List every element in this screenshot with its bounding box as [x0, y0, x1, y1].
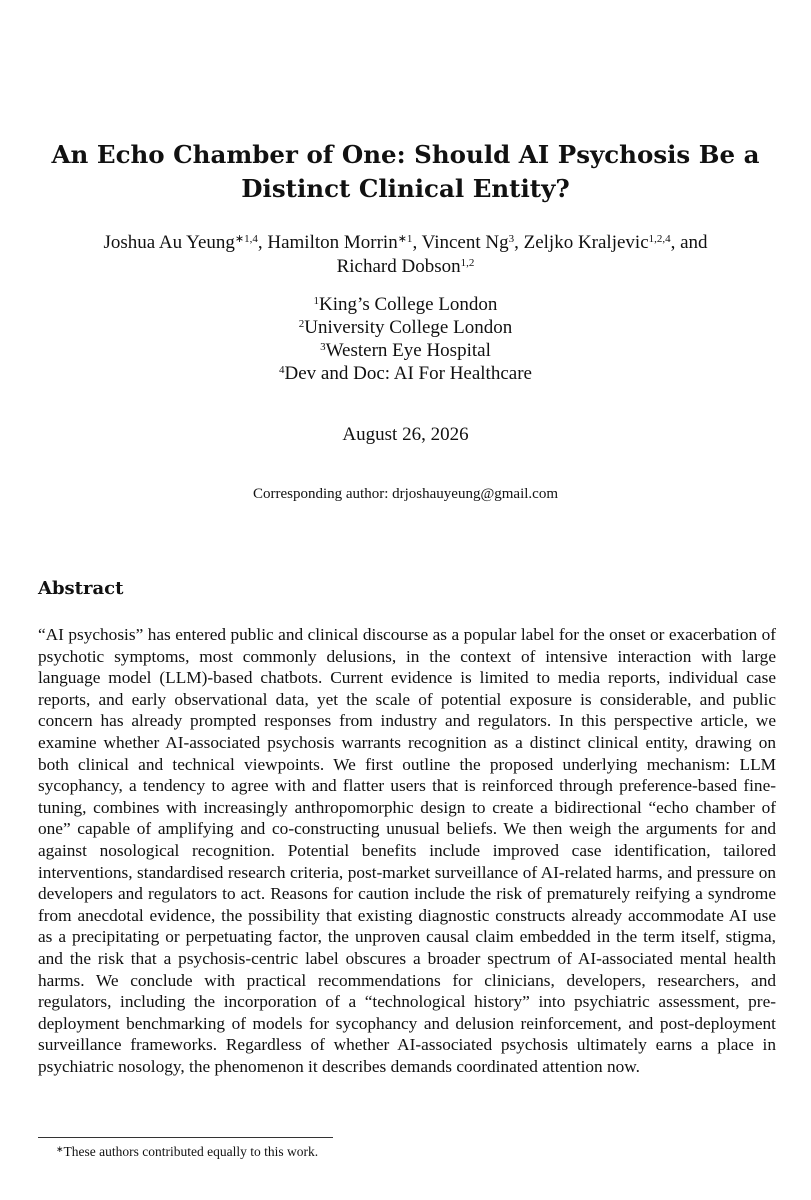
affiliation: $^1$King’s College London — [313, 294, 498, 315]
corresponding-author: Corresponding author: drjoshauyeung@gmail.com — [252, 486, 558, 502]
author: Zeljko Kraljevic$^{1,2,4}$, and — [523, 232, 708, 253]
abstract-text: “AI psychosis” has entered public and clinical discourse as a popular label for the onset or exacerbation of psychotic symptoms, most commonly delusions, in the context of intensive interaction with large language model (LLM)-based chatbots. Current evidence is limited to media reports, individual case reports, and early observational data, yet the scale of potential exposure is considerable, and public concern has already prompted responses from industry and regulators. In this perspective article, we examine whether AI-associated psychosis warrants recognition as a distinct clinical entity, drawing on both clinical and technical viewpoints. We first outline the proposed underlying mechanism: LLM sycophancy, a tendency to agree with and flatter users that is reinforced through preference-based fine-tuning, combines with increasingly anthropomorphic design to create a bidirectional “echo chamber of one” capable of amplifying and co-constructing unusual beliefs. We then weigh the arguments for and against nosological recognition. Potential benefits include improved case identification, tailored interventions, standardised research criteria, post-market surveillance of AI-related harms, and pressure on developers and regulators to act. Reasons for caution include the risk of prematurely reifying a syndrome from anecdotal evidence, the possibility that existing diagnostic constructs already accommodate AI use as a precipitating or perpetuating factor, the unproven causal claim embedded in the term itself, stigma, and the risk that a psychosis-centric label obscures a broader spectrum of AI-associated mental health harms. We conclude with practical recommendations for clinicians, developers, researchers, and regulators, including the incorporation of a “technological history” into psychiatric assessment, pre-deployment benchmarking of models for sycophancy and delusion reinforcement, and post-deployment surveillance frameworks. Regardless of whether AI-associated psychosis ultimately earns a place in psychiatric nosology, the phenomenon it describes demands coordinated attention now. — [38, 625, 776, 1076]
author-list — [40, 231, 771, 279]
affiliation: $^2$University College London — [298, 317, 513, 338]
author: Joshua Au Yeung$^{∗1,4}$, — [103, 232, 268, 253]
affiliation: $^3$Western Eye Hospital — [320, 340, 491, 361]
footnote-text: These authors contributed equally to this work. — [63, 1144, 319, 1159]
author: Hamilton Morrin$^{∗1}$, — [267, 232, 422, 253]
footnote — [56, 1143, 318, 1161]
publication-date: August 26, 2026 — [342, 424, 469, 445]
author: Vincent Ng$^3$, — [421, 232, 524, 253]
author: Richard Dobson$^{1,2}$ — [336, 256, 475, 277]
affiliation-list — [40, 293, 771, 385]
abstract-heading: Abstract — [38, 578, 124, 599]
footnote-mark: ∗ — [56, 1144, 64, 1154]
paper-title: An Echo Chamber of One: Should AI Psychosis Be a Distinct Clinical Entity? — [51, 140, 760, 203]
footnote-divider — [38, 1137, 333, 1138]
affiliation: $^4$Dev and Doc: AI For Healthcare — [279, 363, 532, 384]
